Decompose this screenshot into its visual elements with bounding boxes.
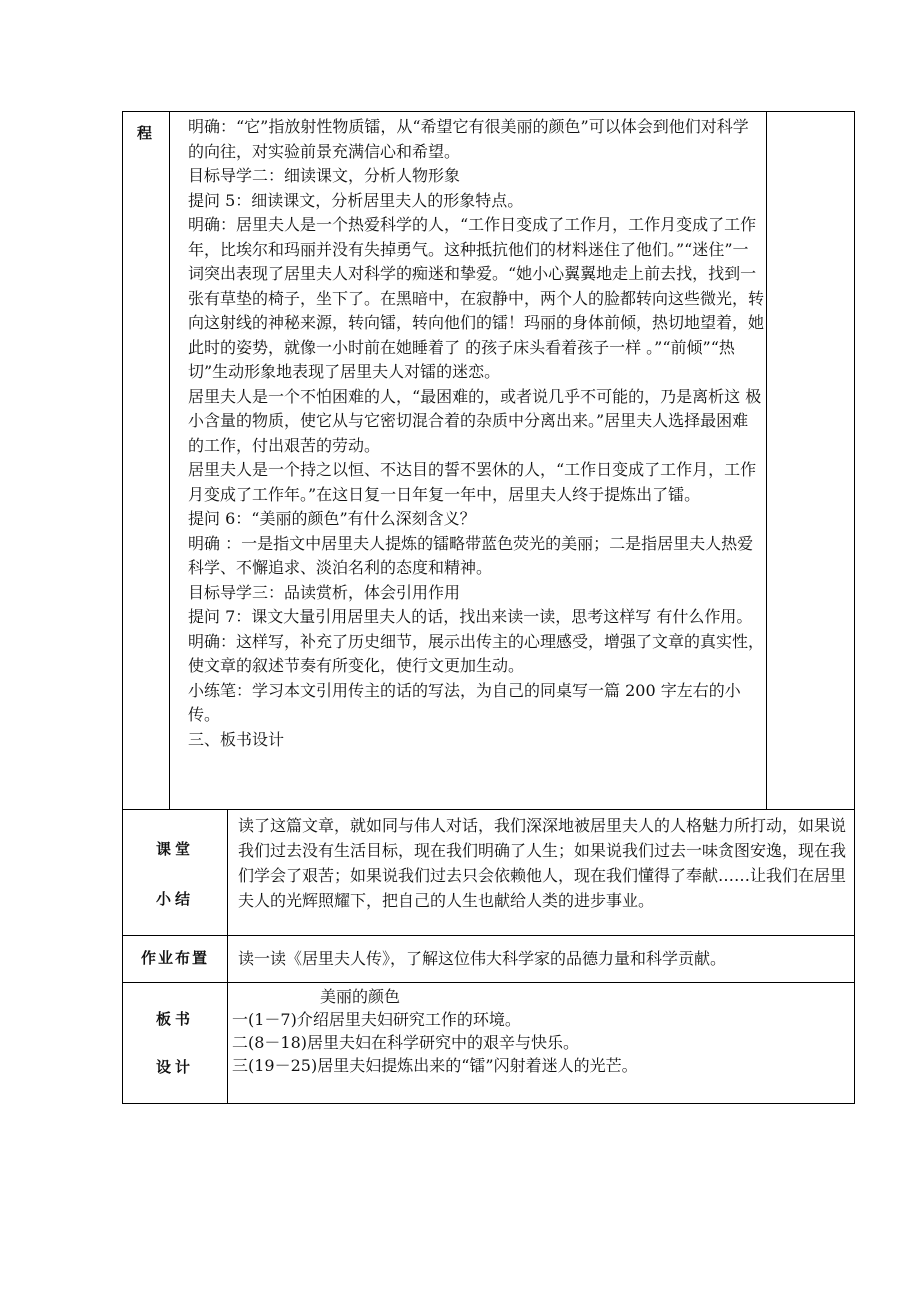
- summary-row: [122, 809, 855, 936]
- process-paragraph: 提问 7：课文大量引用居里夫人的话，找出来读一读，思考这样写 有什么作用。: [188, 607, 753, 626]
- board-label-bottom: 设计: [155, 1058, 194, 1076]
- process-paragraph: 提问 6：“美丽的颜色”有什么深刻含义？: [188, 509, 476, 528]
- summary-label-bottom: 小结: [155, 890, 194, 908]
- process-paragraph: 三、板书设计: [188, 729, 285, 749]
- process-paragraph: 目标导学二：细读课文，分析人物形象: [188, 166, 461, 185]
- summary-label-cell: [123, 810, 228, 935]
- process-content: [170, 112, 767, 810]
- process-paragraph: 明确 ：一是指文中居里夫人提炼的镭略带蓝色荧光的美丽；二是指居里夫人热爱科学、不懈追求、淡泊名利的态度和精神。: [188, 533, 754, 577]
- board-label-top: 板书: [155, 1010, 194, 1028]
- process-section: [122, 111, 855, 810]
- process-paragraph: 居里夫人是一个不怕困难的人，“最困难的，或者说几乎不可能的，乃是离析这 极小含量的物质，使它从与它密切混合着的杂质中分离出来。”居里夫人选择最困难的工作，付出艰苦的劳动。: [188, 386, 762, 455]
- process-paragraph: 明确：居里夫人是一个热爱科学的人，“工作日变成了工作月，工作月变成了工作年，比埃尔和玛丽并没有失掉勇气。这种抵抗他们的材料迷住了他们。”“迷住”一词突出表现了居里夫人对科学的痴迷和挚爱。“她小心翼翼地走上前去找，找到一张有草垫的椅子，坐下了。在黑暗中，在寂静中，两个人的脸都转向这些微光，转向这射线的神秘来源，转向镭，转向他们的镭！玛丽的身体前倾，热切地望着，她此时的姿势，就像一小时前在她睡着了 的孩子床头看着孩子一样 。”“前倾”“热切”生动形象地表现了居里夫人对镭的迷恋。: [188, 215, 765, 381]
- summary-label-top: 课堂: [155, 840, 194, 858]
- board-item-3: 三(19－25)居里夫妇提炼出来的“镭”闪射着迷人的光芒。: [232, 1056, 638, 1075]
- homework-label: 作业布置: [140, 949, 209, 967]
- process-paragraph: 目标导学三：品读赏析，体会引用作用: [188, 582, 461, 602]
- board-content: [228, 982, 854, 1103]
- board-label-cell: [123, 982, 228, 1103]
- board-item-2: 二(8－18)居里夫妇在科学研究中的艰辛与快乐。: [232, 1033, 580, 1052]
- process-side-cell: [767, 112, 854, 810]
- summary-content: [228, 810, 854, 935]
- process-paragraph: 明确：“它”指放射性物质镭，从“希望它有很美丽的颜色”可以体会到他们对科学的向往，对实验前景充满信心和希望。: [188, 117, 749, 161]
- summary-text: 读了这篇文章，就如同与伟人对话，我们深深地被居里夫人的人格魅力所打动，如果说我们过去没有生活目标，现在我们明确了人生；如果说我们过去一味贪图安逸，现在我们学会了艰苦；如果说我们过去只会依赖他人，现在我们懂得了奉献……让我们在居里夫人的光辉照耀下，把自己的人生也献给人类的进步事业。: [238, 816, 847, 910]
- board-title: 美丽的颜色: [320, 987, 401, 1006]
- process-paragraph: 小练笔：学习本文引用传主的话的写法，为自己的同桌写一篇 200 字左右的小传。: [188, 680, 741, 724]
- process-label: 程: [137, 124, 153, 142]
- process-label-cell: [123, 112, 170, 810]
- process-lines: [170, 115, 766, 752]
- process-paragraph: 居里夫人是一个持之以恒、不达目的誓不罢休的人，“工作日变成了工作月，工作月变成了工作年。”在这日复一日年复一年中，居里夫人终于提炼出了镭。: [188, 460, 757, 504]
- homework-text: 读一读《居里夫人传》，了解这位伟大科学家的品德力量和科学贡献。: [238, 949, 727, 968]
- homework-label-cell: [123, 934, 228, 982]
- process-paragraph: 提问 5：细读课文，分析居里夫人的形象特点。: [188, 190, 524, 210]
- board-row: [122, 982, 855, 1104]
- process-paragraph: 明确：这样写，补充了历史细节，展示出传主的心理感受，增强了文章的真实性，使文章的叙述节奏有所变化，使行文更加生动。: [188, 631, 765, 675]
- board-item-1: 一(1－7)介绍居里夫妇研究工作的环境。: [232, 1010, 521, 1029]
- homework-content: [228, 934, 854, 982]
- homework-row: [122, 934, 855, 983]
